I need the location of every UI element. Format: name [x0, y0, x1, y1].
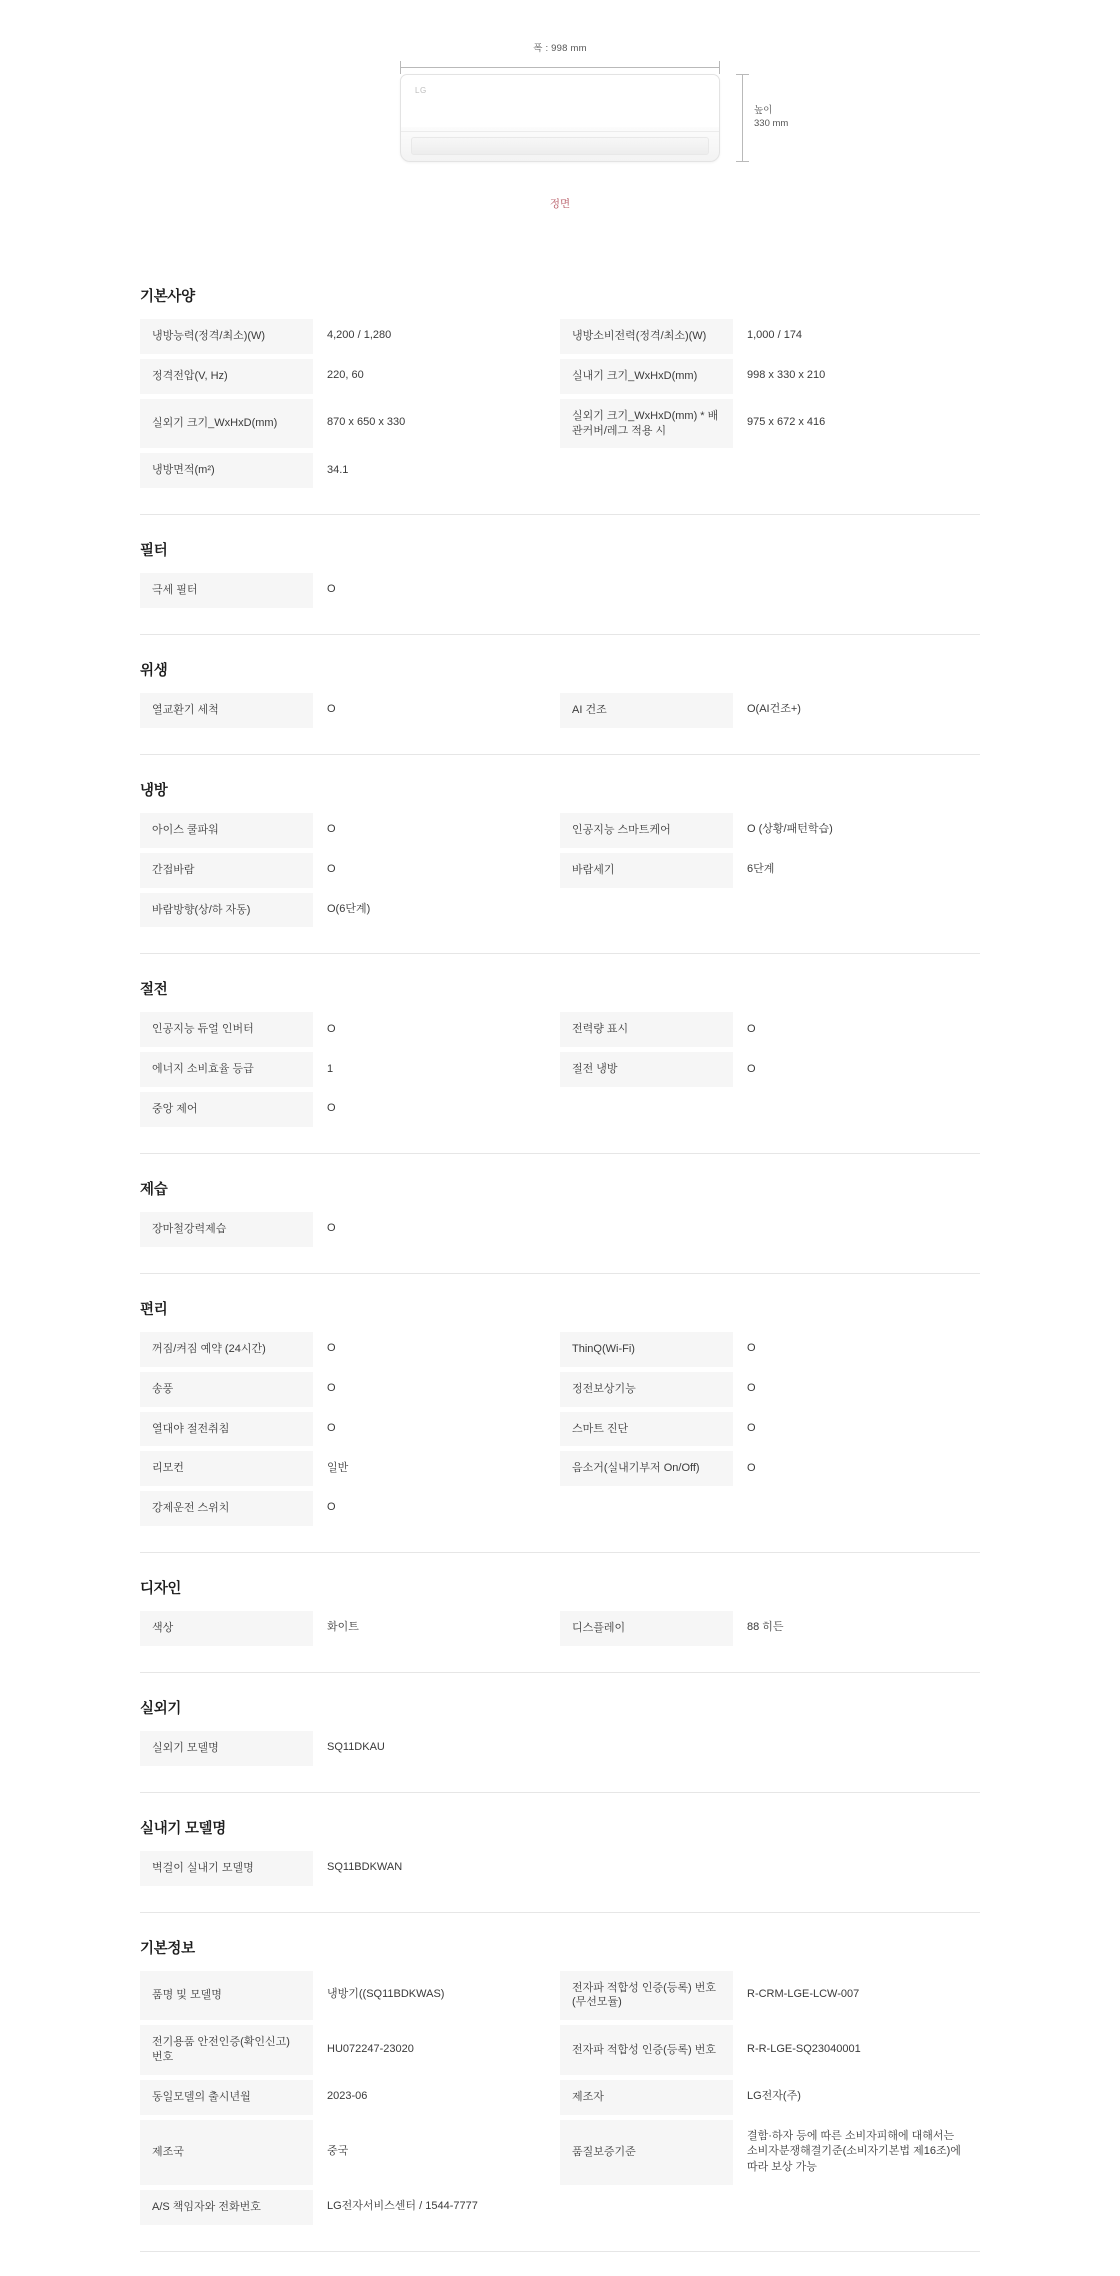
spec-section: [140, 285, 980, 515]
spec-cell-empty: [733, 1730, 980, 1766]
spec-value: O: [733, 1371, 980, 1407]
spec-row-gap: [140, 1526, 980, 1530]
spec-grid: [140, 318, 980, 492]
spec-cell-empty: [733, 1211, 980, 1247]
spec-value: O: [313, 1211, 560, 1247]
spec-value: 결함·하자 등에 따른 소비자피해에 대해서는 소비자분쟁해결기준(소비자기본법 제16조)에 따라 보상 가능: [733, 2119, 980, 2185]
spec-label: 인공지능 스마트케어: [560, 812, 733, 848]
spec-section: [140, 978, 980, 1154]
spec-label: 열대야 절전취침: [140, 1411, 313, 1447]
spec-label: 실외기 크기_WxHxD(mm) * 배관커버/레그 적용 시: [560, 398, 733, 449]
indoor-unit-body: [400, 74, 720, 162]
spec-cell-empty: [560, 1850, 733, 1886]
height-dimension-label-line1: 높이: [754, 105, 773, 117]
spec-label: 극세 필터: [140, 572, 313, 608]
spec-value: SQ11BDKWAN: [313, 1850, 560, 1886]
spec-label: 절전 냉방: [560, 1051, 733, 1087]
spec-value: 화이트: [313, 1610, 560, 1646]
spec-row-gap: [140, 2225, 980, 2229]
spec-grid: [140, 1211, 980, 1251]
spec-value: O: [313, 812, 560, 848]
air-conditioner-illustration: [400, 74, 789, 162]
spec-value: O: [313, 852, 560, 888]
width-dimension-line: [400, 67, 720, 68]
spec-value: O: [313, 692, 560, 728]
spec-value: O: [313, 1331, 560, 1367]
spec-value: 6단계: [733, 852, 980, 888]
spec-value: 975 x 672 x 416: [733, 398, 980, 449]
spec-value: R-CRM-LGE-LCW-007: [733, 1970, 980, 2021]
spec-value: O: [733, 1450, 980, 1486]
spec-cell-empty: [733, 572, 980, 608]
width-dimension-cap-left: [400, 61, 401, 74]
spec-value: O(6단계): [313, 892, 560, 928]
spec-value: O: [313, 572, 560, 608]
spec-row-gap: [140, 1646, 980, 1650]
spec-cell-empty: [733, 892, 980, 928]
spec-value: O: [313, 1371, 560, 1407]
height-dimension-cap-bottom: [736, 161, 749, 162]
spec-label: 열교환기 세척: [140, 692, 313, 728]
spec-section-title: 위생: [140, 663, 168, 680]
spec-section-title: 실외기: [140, 1700, 182, 1717]
spec-section: [140, 1697, 980, 1793]
spec-label: 실내기 크기_WxHxD(mm): [560, 358, 733, 394]
spec-value: 중국: [313, 2119, 560, 2185]
spec-section-title: 실내기 모델명: [140, 1820, 226, 1837]
spec-row-gap: [140, 1247, 980, 1251]
spec-label: 디스플레이: [560, 1610, 733, 1646]
product-dimension-diagram: [0, 0, 1120, 211]
view-caption: 정면: [549, 198, 571, 210]
spec-value: 일반: [313, 1450, 560, 1486]
spec-label: 정전보상기능: [560, 1371, 733, 1407]
spec-value: O: [313, 1411, 560, 1447]
spec-section-title: 냉방: [140, 782, 168, 799]
spec-label: 음소거(실내기부저 On/Off): [560, 1450, 733, 1486]
spec-label: 벽걸이 실내기 모델명: [140, 1850, 313, 1886]
spec-label: 냉방능력(정격/최소)(W): [140, 318, 313, 354]
spec-label: 송풍: [140, 1371, 313, 1407]
spec-section: [140, 1298, 980, 1553]
spec-label: 전력량 표시: [560, 1011, 733, 1047]
spec-section: [140, 1178, 980, 1274]
spec-label: 냉방면적(m²): [140, 452, 313, 488]
spec-cell-empty: [560, 1490, 733, 1526]
spec-grid: [140, 692, 980, 732]
spec-label: 바람방향(상/하 자동): [140, 892, 313, 928]
spec-value: O: [313, 1011, 560, 1047]
spec-label: 색상: [140, 1610, 313, 1646]
spec-value: LG전자서비스센터 / 1544-7777: [313, 2189, 560, 2225]
spec-label: 리모컨: [140, 1450, 313, 1486]
spec-label: AI 건조: [560, 692, 733, 728]
spec-cell-empty: [733, 2189, 980, 2225]
spec-label: 강제운전 스위치: [140, 1490, 313, 1526]
spec-value: SQ11DKAU: [313, 1730, 560, 1766]
spec-value: 870 x 650 x 330: [313, 398, 560, 449]
spec-value: O: [313, 1091, 560, 1127]
spec-cell-empty: [560, 2189, 733, 2225]
height-dimension: [736, 74, 816, 162]
spec-cell-empty: [560, 1091, 733, 1127]
spec-label: 전자파 적합성 인증(등록) 번호 (무선모듈): [560, 1970, 733, 2021]
spec-sections: [140, 211, 980, 2252]
spec-label: 정격전압(V, Hz): [140, 358, 313, 394]
spec-value: O: [733, 1411, 980, 1447]
spec-value: 998 x 330 x 210: [733, 358, 980, 394]
spec-cell-empty: [733, 1091, 980, 1127]
spec-value: 냉방기((SQ11BDKWAS): [313, 1970, 560, 2021]
spec-grid: [140, 1610, 980, 1650]
spec-label: 동일모델의 출시년월: [140, 2079, 313, 2115]
spec-label: 품질보증기준: [560, 2119, 733, 2185]
spec-cell-empty: [560, 1211, 733, 1247]
spec-value: O: [733, 1331, 980, 1367]
height-dimension-line: [742, 74, 743, 162]
spec-grid: [140, 572, 980, 612]
spec-label: 스마트 진단: [560, 1411, 733, 1447]
spec-value: O: [733, 1051, 980, 1087]
spec-grid: [140, 1970, 980, 2229]
spec-label: 아이스 쿨파워: [140, 812, 313, 848]
spec-value: O: [733, 1011, 980, 1047]
spec-cell-empty: [733, 452, 980, 488]
spec-row-gap: [140, 1886, 980, 1890]
spec-label: 중앙 제어: [140, 1091, 313, 1127]
spec-label: A/S 책임자와 전화번호: [140, 2189, 313, 2225]
spec-label: 제조국: [140, 2119, 313, 2185]
spec-label: 실외기 모델명: [140, 1730, 313, 1766]
spec-cell-empty: [733, 1850, 980, 1886]
spec-label: 품명 및 모델명: [140, 1970, 313, 2021]
spec-grid: [140, 1011, 980, 1131]
spec-cell-empty: [560, 1730, 733, 1766]
spec-section-title: 편리: [140, 1301, 168, 1318]
spec-section: [140, 1577, 980, 1673]
spec-section: [140, 539, 980, 635]
spec-section: [140, 1937, 980, 2252]
spec-value: 1,000 / 174: [733, 318, 980, 354]
spec-row-gap: [140, 1127, 980, 1131]
spec-grid: [140, 1331, 980, 1530]
spec-section-title: 기본정보: [140, 1940, 195, 1957]
spec-label: 제조자: [560, 2079, 733, 2115]
spec-value: 2023-06: [313, 2079, 560, 2115]
spec-value: O: [313, 1490, 560, 1526]
diagram-inner: [390, 40, 789, 211]
spec-value: 4,200 / 1,280: [313, 318, 560, 354]
spec-section: [140, 1817, 980, 1913]
spec-section-title: 디자인: [140, 1581, 182, 1598]
unit-top-panel: [401, 75, 719, 127]
spec-label: 꺼짐/켜짐 예약 (24시간): [140, 1331, 313, 1367]
spec-section-title: 제습: [140, 1181, 168, 1198]
spec-value: R-R-LGE-SQ23040001: [733, 2024, 980, 2075]
spec-label: 인공지능 듀얼 인버터: [140, 1011, 313, 1047]
spec-label: 전자파 적합성 인증(등록) 번호: [560, 2024, 733, 2075]
spec-cell-empty: [560, 572, 733, 608]
spec-row-gap: [140, 608, 980, 612]
spec-grid: [140, 1850, 980, 1890]
brand-logo: LG: [415, 86, 427, 95]
spec-label: 장마철강력제습: [140, 1211, 313, 1247]
spec-cell-empty: [560, 892, 733, 928]
spec-label: 냉방소비전력(정격/최소)(W): [560, 318, 733, 354]
spec-section: [140, 779, 980, 955]
spec-row-gap: [140, 927, 980, 931]
spec-grid: [140, 812, 980, 932]
spec-value: O(AI건조+): [733, 692, 980, 728]
unit-seam-line: [401, 131, 719, 132]
width-dimension-label: 폭 : 998 mm: [533, 43, 587, 54]
width-dimension-cap-right: [719, 61, 720, 74]
spec-value: 220, 60: [313, 358, 560, 394]
spec-cell-empty: [560, 452, 733, 488]
spec-label: 실외기 크기_WxHxD(mm): [140, 398, 313, 449]
spec-label: 에너지 소비효율 등급: [140, 1051, 313, 1087]
spec-label: ThinQ(Wi-Fi): [560, 1331, 733, 1367]
spec-row-gap: [140, 728, 980, 732]
spec-value: LG전자(주): [733, 2079, 980, 2115]
height-dimension-label-line2: 330 mm: [754, 118, 789, 129]
height-dimension-cap-top: [736, 74, 749, 75]
spec-label: 간접바람: [140, 852, 313, 888]
spec-value: 88 히든: [733, 1610, 980, 1646]
spec-value: 1: [313, 1051, 560, 1087]
spec-section-title: 기본사양: [140, 289, 195, 305]
spec-cell-empty: [733, 1490, 980, 1526]
spec-value: 34.1: [313, 452, 560, 488]
spec-section-title: 필터: [140, 543, 168, 560]
spec-section: [140, 659, 980, 755]
spec-value: O (상황/패턴학습): [733, 812, 980, 848]
height-dimension-label: [754, 105, 788, 131]
spec-section-title: 절전: [140, 982, 168, 999]
spec-row-gap: [140, 488, 980, 492]
unit-air-louver: [411, 137, 709, 155]
spec-grid: [140, 1730, 980, 1770]
width-dimension: [400, 40, 720, 74]
spec-label: 바람세기: [560, 852, 733, 888]
spec-label: 전기용품 안전인증(확인신고) 번호: [140, 2024, 313, 2075]
spec-row-gap: [140, 1766, 980, 1770]
spec-value: HU072247-23020: [313, 2024, 560, 2075]
